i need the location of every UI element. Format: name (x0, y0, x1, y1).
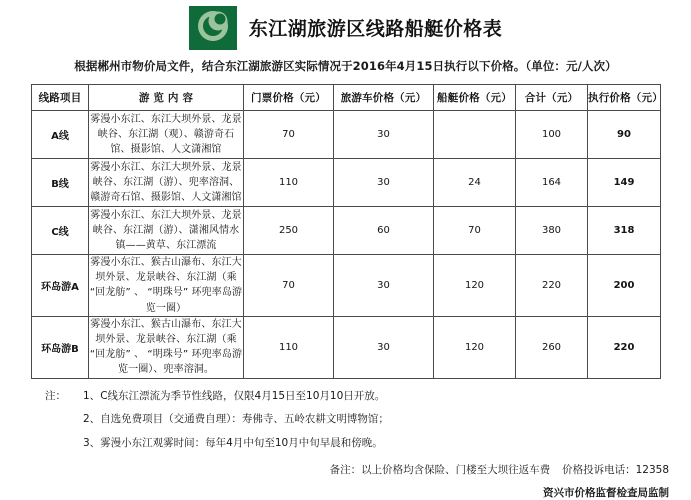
total-price: 260 (516, 316, 588, 378)
table-row (32, 255, 661, 317)
route-label: A线 (32, 111, 89, 159)
bus-price: 30 (334, 255, 434, 317)
exec-price: 220 (588, 316, 661, 378)
boat-price: 24 (434, 159, 516, 207)
col-header-boat-price: 船艇价格（元） (434, 85, 516, 111)
note-item (31, 390, 660, 404)
route-content: 雾漫小东江、猴古山瀑布、东江大坝外景、龙景峡谷、东江湖（乘 “回龙舫” 、 “明珠号” 环兜率岛游览一圈） (89, 255, 244, 317)
table-row (32, 111, 661, 159)
issuer-text: 资兴市价格监督检查局监制 (543, 487, 669, 500)
table-header-row (32, 85, 661, 111)
route-label: B线 (32, 159, 89, 207)
col-header-content: 游 览 内 容 (89, 85, 244, 111)
total-price: 220 (516, 255, 588, 317)
remark-line (0, 460, 691, 477)
note-number: 2、 (83, 413, 101, 426)
ticket-price: 250 (244, 207, 334, 255)
bus-price: 60 (334, 207, 434, 255)
total-price: 380 (516, 207, 588, 255)
route-label: 环岛游B (32, 316, 89, 378)
table-row (32, 207, 661, 255)
col-header-total: 合计（元） (516, 85, 588, 111)
col-header-exec-price: 执行价格（元） (588, 85, 661, 111)
table-row (32, 316, 661, 378)
boat-price (434, 111, 516, 159)
ticket-price: 110 (244, 159, 334, 207)
route-content: 雾漫小东江、东江大坝外景、龙景峡谷、东江湖（游）、潇湘风情水镇——黄草、东江漂流 (89, 207, 244, 255)
page-header (0, 0, 691, 46)
boat-price: 120 (434, 316, 516, 378)
ticket-price: 70 (244, 111, 334, 159)
note-text: 雾漫小东江观雾时间：每年4月中旬至10月中旬早晨和傍晚。 (100, 436, 383, 449)
exec-price: 200 (588, 255, 661, 317)
remark-text: 备注：以上价格均含保险、门楼至大坝往返车费 (329, 464, 551, 477)
route-label: C线 (32, 207, 89, 255)
notes-label: 注： (45, 389, 66, 402)
total-price: 164 (516, 159, 588, 207)
subtitle-text: 根据郴州市物价局文件，结合东江湖旅游区实际情况于2016年4月15日执行以下价格。（单位：元/人次） (74, 59, 617, 73)
note-number: 1、 (83, 389, 101, 402)
route-content: 雾漫小东江、东江大坝外景、龙景峡谷、东江湖（观）、赣游奇石馆、摄影馆、人文潇湘馆 (89, 111, 244, 159)
note-text: 自选免费项目（交通费自理）：寿佛寺、五岭农耕文明博物馆； (100, 413, 389, 426)
route-label: 环岛游A (32, 255, 89, 317)
col-header-route: 线路项目 (32, 85, 89, 111)
bus-price: 30 (334, 111, 434, 159)
route-content: 雾漫小东江、猴古山瀑布、东江大坝外景、龙景峡谷、东江湖（乘 “回龙舫” 、 “明珠号” 环兜率岛游览一圈）、兜率溶洞。 (89, 316, 244, 378)
price-table (31, 84, 661, 379)
ticket-price: 110 (244, 316, 334, 378)
ticket-price: 70 (244, 255, 334, 317)
route-content: 雾漫小东江、东江大坝外景、龙景峡谷、东江湖（游）、兜率溶洞、赣游奇石馆、摄影馆、人文潇湘馆 (89, 159, 244, 207)
bus-price: 30 (334, 159, 434, 207)
col-header-ticket-price: 门票价格（元） (244, 85, 334, 111)
table-row (32, 159, 661, 207)
note-number: 3、 (83, 436, 101, 449)
exec-price: 318 (588, 207, 661, 255)
dongjiang-lake-logo-icon (189, 6, 237, 50)
note-item (31, 413, 660, 427)
notes-section (0, 379, 691, 451)
note-text: C线东江漂流为季节性线路，仅限4月15日至10月10日开放。 (100, 389, 386, 402)
exec-price: 90 (588, 111, 661, 159)
boat-price: 70 (434, 207, 516, 255)
col-header-bus-price: 旅游车价格（元） (334, 85, 434, 111)
page-title: 东江湖旅游区线路船艇价格表 (248, 18, 503, 40)
exec-price: 149 (588, 159, 661, 207)
total-price: 100 (516, 111, 588, 159)
boat-price: 120 (434, 255, 516, 317)
note-item (31, 437, 660, 451)
bus-price: 30 (334, 316, 434, 378)
complaint-hotline: 价格投诉电话：12358 (562, 464, 669, 477)
price-table-wrapper (0, 84, 691, 379)
